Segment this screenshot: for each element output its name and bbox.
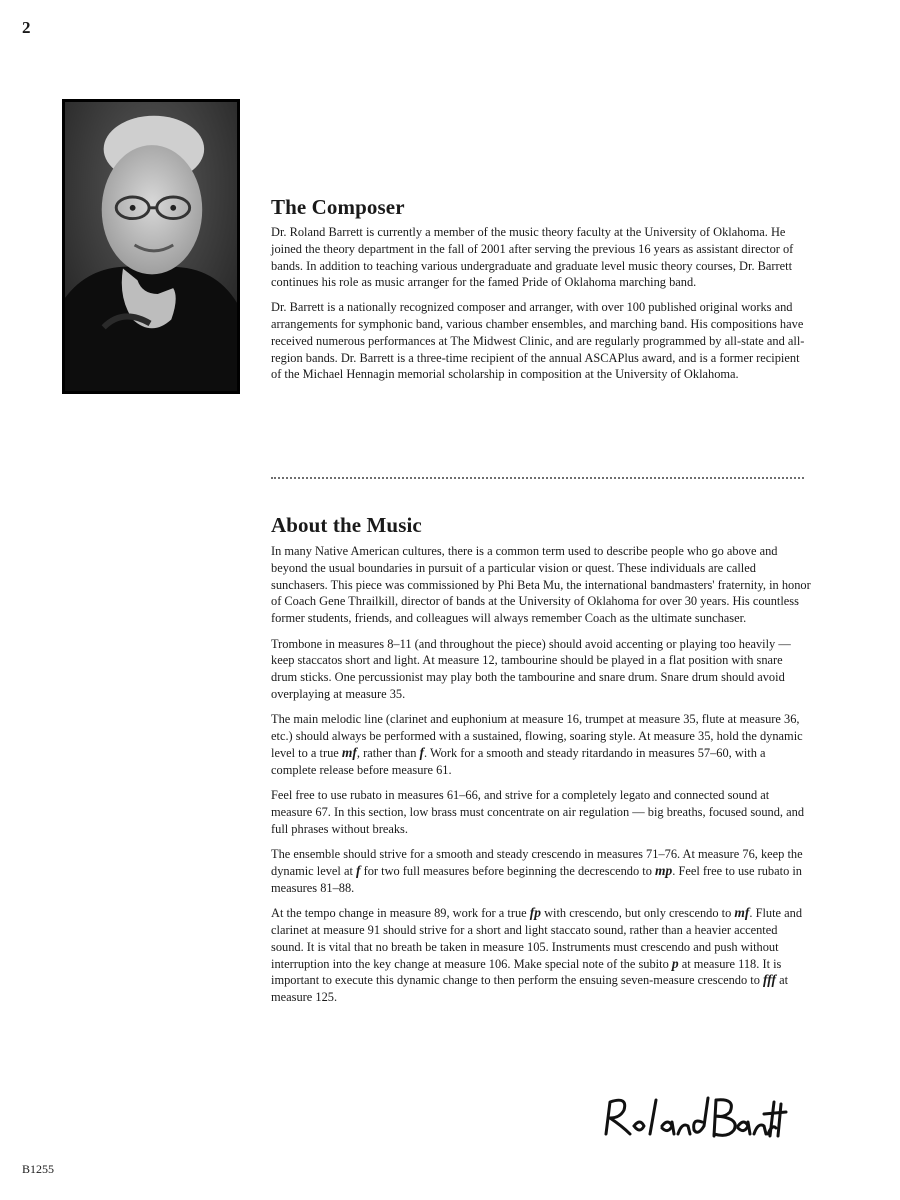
music-paragraph-2: Trombone in measures 8–11 (and throughout the piece) should avoid accenting or playing too heavily — keep staccatos short and light. At measure 12, tambourine should be played in a flat position with snare drum sticks. One percussionist may play both the tambourine and snare drum. Snare drum should avoid overplaying at measure 35. <box>271 636 791 702</box>
composer-signature <box>598 1092 788 1144</box>
dynamic-mark: f <box>355 863 361 879</box>
music-paragraph-1: In many Native American cultures, there is a common term used to describe people who go above and beyond the usual boundaries in pursuit of a particular vision or quest. These individuals are called sunchasers. This piece was commissioned by Phi Beta Mu, the international bandmasters' fraternity, in honor of Coach Gene Thrailkill, director of bands at the University of Oklahoma for over 30 years. His countless former students, friends, and colleagues will always remember Coach as the ultimate sunchaser. <box>271 544 811 626</box>
composer-heading: The Composer <box>271 195 405 219</box>
music-heading: About the Music <box>271 513 422 537</box>
dynamic-mark: f <box>419 745 424 761</box>
music-paragraph-4: Feel free to use rubato in measures 61–66, and strive for a completely legato and connected sound at measure 67. In this section, low brass must concentrate on air regulation — big breaths, focused sound, and full phrases without breaks. <box>271 788 805 836</box>
text-run: . Work for a smooth and steady ritardando in measures 57–60, with a complete release before measure 61. <box>271 746 766 777</box>
music-paragraph-6 <box>271 905 811 1006</box>
text-run: The ensemble should strive for a smooth and steady crescendo in measures 71–76. At measure 76, keep the dynamic level at <box>271 847 803 879</box>
section-divider <box>271 477 804 479</box>
portrait-photo-icon <box>65 102 237 391</box>
composer-section <box>271 196 811 383</box>
composer-paragraph-1: Dr. Roland Barrett is currently a member of the music theory faculty at the University of Oklahoma. He joined the theory department in the fall of 2001 after serving the previous 16 years as assistant director of bands. In addition to teaching various undergraduate and graduate level music theory courses, Dr. Barrett continues his role as music arranger for the famed Pride of Oklahoma marching band. <box>271 225 794 290</box>
dynamic-mark: fp <box>529 905 541 921</box>
signature-icon <box>598 1092 788 1144</box>
text-run: for two full measures before beginning the decrescendo to <box>360 864 656 879</box>
text-run: At the tempo change in measure 89, work for a true <box>271 906 530 921</box>
text-run: . Feel free to use rubato in measures 81–88. <box>271 864 802 895</box>
document-code: B1255 <box>22 1162 55 1176</box>
page-number: 2 <box>22 18 31 37</box>
text-run: with crescendo, but only crescendo to <box>541 906 735 921</box>
text-run: , rather than <box>356 746 420 761</box>
music-section <box>271 514 811 1006</box>
text-run: at measure 125. <box>271 973 789 1005</box>
composer-paragraph-2: Dr. Barrett is a nationally recognized composer and arranger, with over 100 published original works and arrangements for symphonic band, various chamber ensembles, and marching band. His compositions have received numerous performances at The Midwest Clinic, and are regularly programmed by all-state and all-region bands. Dr. Barrett is a three-time recipient of the annual ASCAPlus award, and is a former recipient of the Michael Hennagin memorial scholarship in composition at the University of Oklahoma. <box>271 300 805 382</box>
dynamic-mark: mf <box>341 745 357 761</box>
dynamic-mark: p <box>671 955 679 971</box>
text-run: . Flute and clarinet at measure 91 should strive for a short and light staccato sound, rather than a heavier accented sound. It is vital that no breath be taken in measure 105. Instruments must crescendo and push without interruption into the key change at measure 106. Make special note of the subito <box>271 906 803 971</box>
text-run: The main melodic line (clarinet and euphonium at measure 16, trumpet at measure 35, flute at measure 36, etc.) should always be performed with a sustained, flowing, soaring style. At measure 35, hold the dynamic level to a true <box>271 712 803 761</box>
dynamic-mark: fff <box>763 972 777 988</box>
dynamic-mark: mp <box>655 863 673 879</box>
composer-portrait <box>62 99 240 394</box>
music-paragraph-3 <box>271 711 811 778</box>
dynamic-mark: mf <box>734 905 750 921</box>
music-paragraph-5 <box>271 846 811 896</box>
text-run: at measure 118. It is important to execute this dynamic change to then perform the ensuing seven-measure crescendo to <box>271 956 782 988</box>
